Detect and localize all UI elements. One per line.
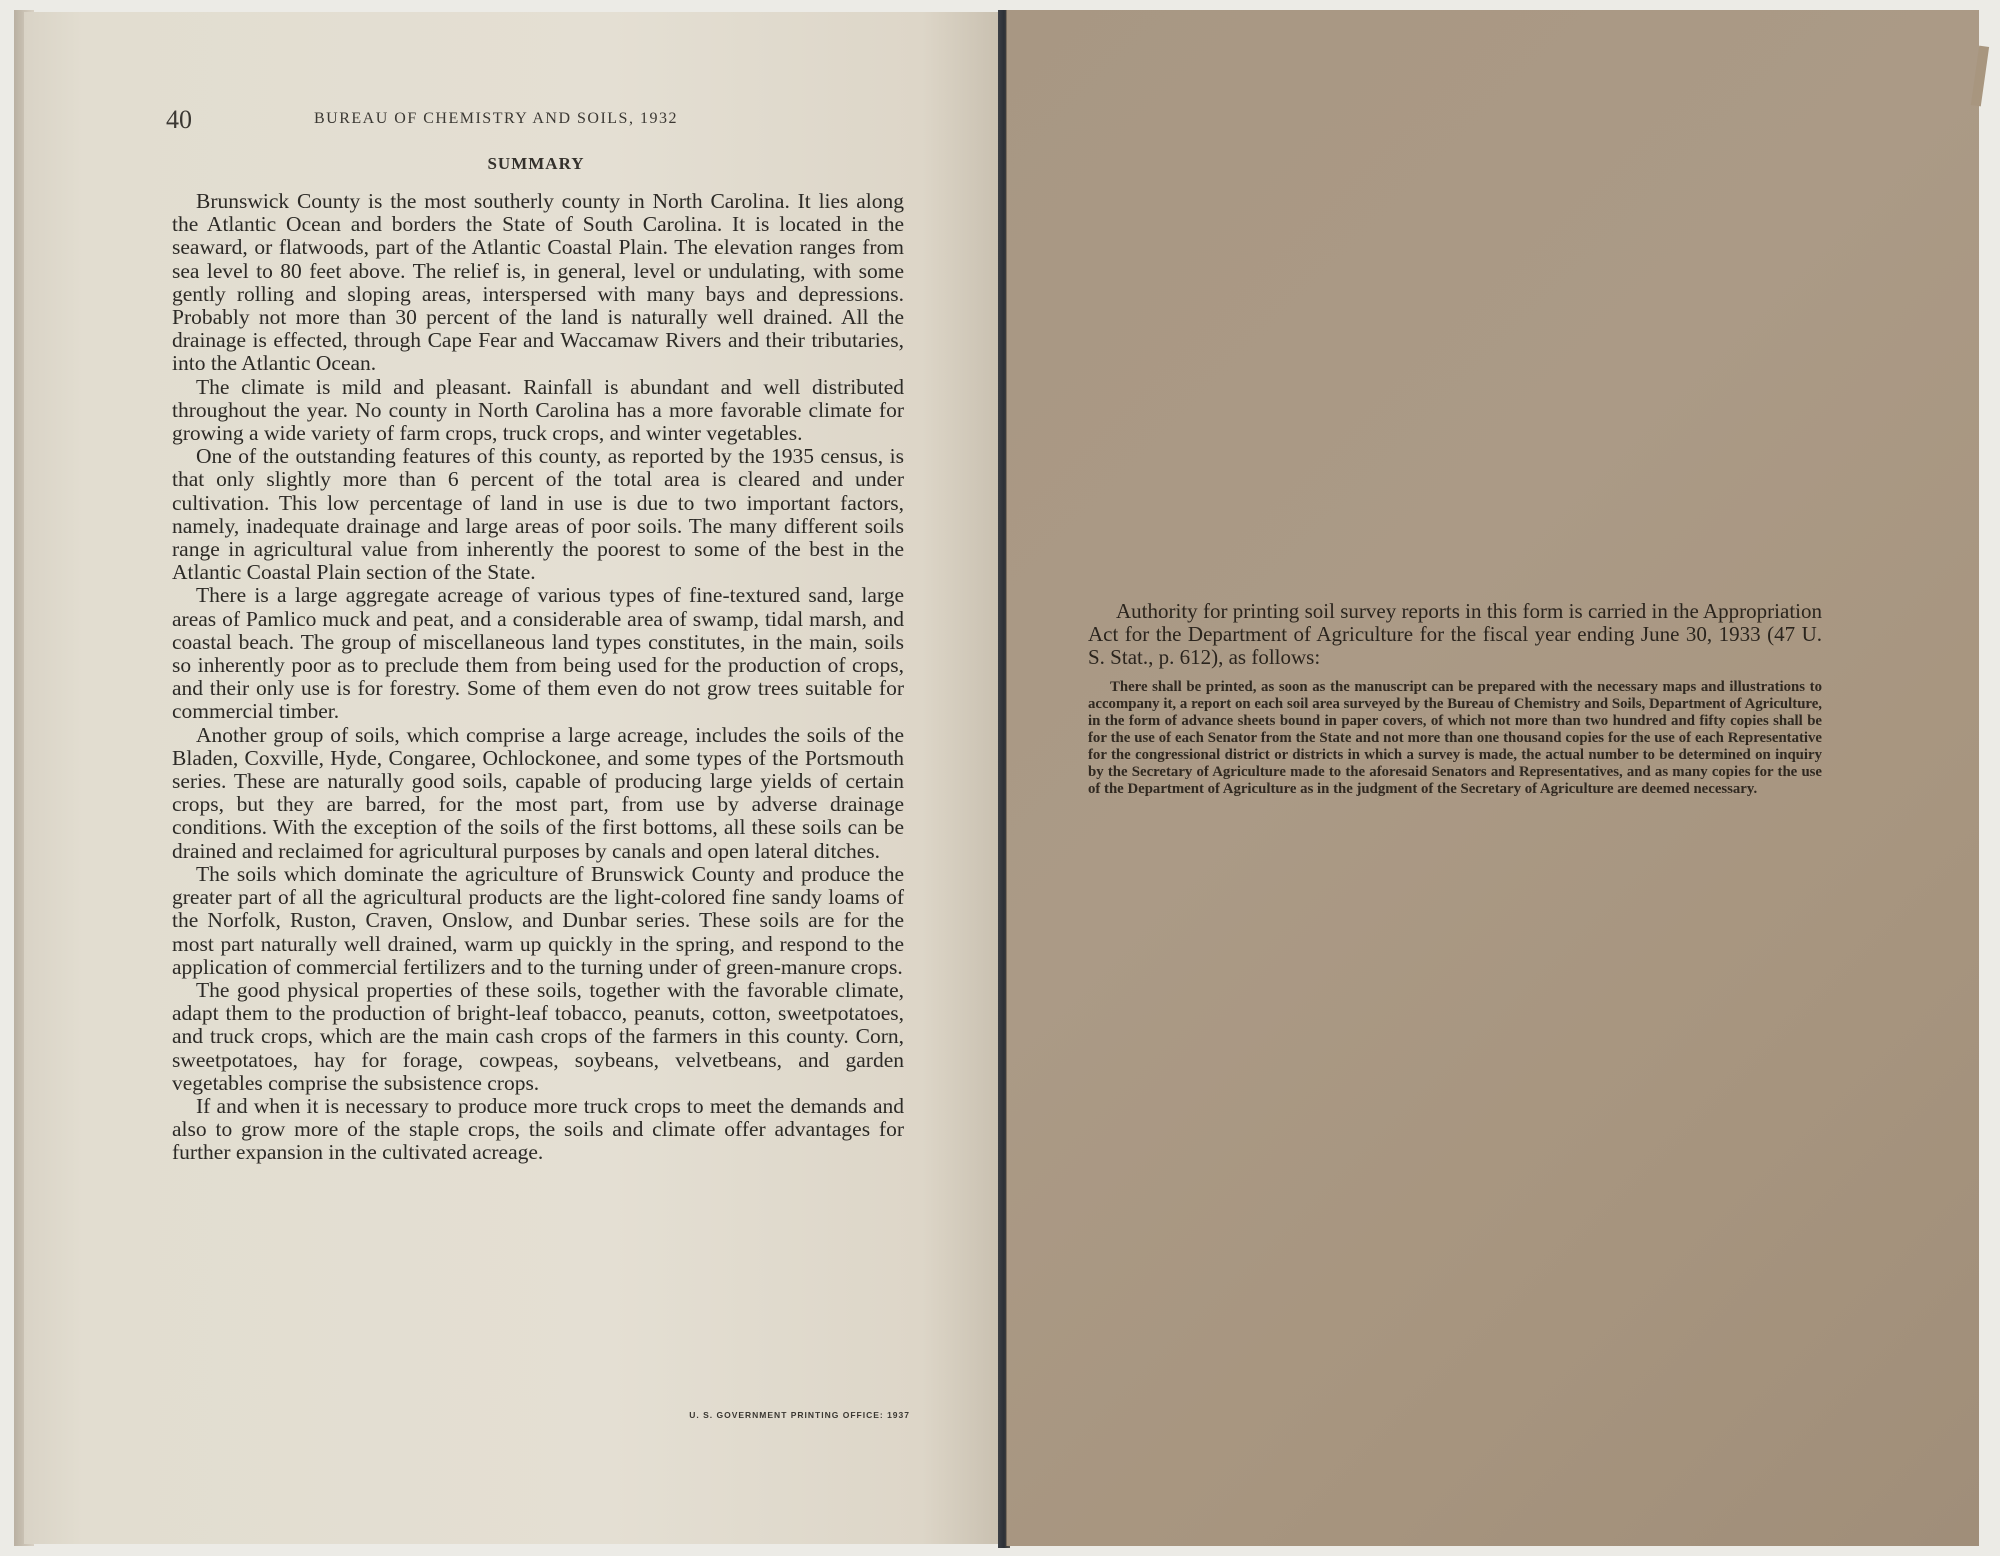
page-header: [166, 105, 766, 141]
summary-paragraph: The good physical properties of these soils, together with the favorable climate, adapt them to the production of bright-leaf tobacco, peanuts, cotton, sweetpotatoes, and truck crops, which are the main cash crops of the farmers in this county. Corn, sweetpotatoes, hay for forage, cowpeas, soybeans, velvetbeans, and garden vegetables comprise the subsistence crops.: [172, 977, 904, 1095]
running-head: BUREAU OF CHEMISTRY AND SOILS, 1932: [314, 110, 678, 127]
summary-body: [172, 190, 904, 1165]
summary-paragraph: There is a large aggregate acreage of various types of fine-textured sand, large areas of Pamlico muck and peat, and a considerable area of swamp, tidal marsh, and coastal beach. The group of miscellaneous land types constitutes, in the main, soils so inherently poor as to preclude them from being used for the production of crops, and their only use is for forestry. Some of them even do not grow trees suitable for commercial timber.: [172, 583, 904, 724]
page-number: 40: [166, 105, 192, 134]
summary-paragraph: Brunswick County is the most southerly county in North Carolina. It lies along the Atlantic Ocean and borders the State of South Carolina. It is located in the seaward, or flatwoods, part of the Atlantic Coastal Plain. The elevation ranges from sea level to 80 feet above. The relief is, in general, level or undulating, with some gently rolling and sloping areas, interspersed with many bays and depressions. Probably not more than 30 percent of the land is naturally well drained. All the drainage is effected, through Cape Fear and Waccamaw Rivers and their tributaries, into the Atlantic Ocean.: [172, 189, 904, 376]
authority-quote: There shall be printed, as soon as the manuscript can be prepared with the necessary maps and illustrations to accompany it, a report on each soil area surveyed by the Bureau of Chemistry and Soils, Department of Agriculture, in the form of advance sheets bound in paper covers, of which not more than two hundred and fifty copies shall be for the use of each Senator from the State and not more than one thousand copies for the use of each Representative for the congressional district or districts in which a survey is made, the actual number to be determined on inquiry by the Secretary of Agriculture made to the aforesaid Senators and Representatives, and as many copies for the use of the Department of Agriculture as in the judgment of the Secretary of Agriculture are deemed necessary.: [1088, 679, 1822, 797]
printer-imprint: U. S. GOVERNMENT PRINTING OFFICE: 1937: [689, 1410, 910, 1420]
summary-paragraph: One of the outstanding features of this county, as reported by the 1935 census, is that only slightly more than 6 percent of the total area is cleared and under cultivation. This low percentage of land in use is due to two important factors, namely, inadequate drainage and large areas of poor soils. The many different soils range in agricultural value from inherently the poorest to some of the best in the Atlantic Coastal Plain section of the State.: [172, 444, 904, 585]
summary-paragraph: The climate is mild and pleasant. Rainfall is abundant and well distributed throughout the year. No county in North Carolina has a more favorable climate for growing a wide variety of farm crops, truck crops, and winter vegetables.: [172, 374, 904, 446]
summary-paragraph: If and when it is necessary to produce more truck crops to meet the demands and also to grow more of the staple crops, the soils and climate offer advantages for further expansion in the cultivated acreage.: [172, 1093, 904, 1165]
authority-notice: [1088, 600, 1822, 798]
authority-lead: Authority for printing soil survey reports in this form is carried in the Appropriation Act for the Department of Agriculture for the fiscal year ending June 30, 1933 (47 U. S. Stat., p. 612), as follows:: [1088, 599, 1822, 669]
summary-paragraph: Another group of soils, which comprise a large acreage, includes the soils of the Bladen, Coxville, Hyde, Congaree, Ochlockonee, and some types of the Portsmouth series. These are naturally good soils, capable of producing large yields of certain crops, but they are barred, for the most part, from use by adverse drainage conditions. With the exception of the soils of the first bottoms, all these soils can be drained and reclaimed for agricultural purposes by canals and open lateral ditches.: [172, 722, 904, 863]
section-title: SUMMARY: [487, 154, 585, 173]
summary-paragraph: The soils which dominate the agriculture of Brunswick County and produce the greater part of all the agricultural products are the light-colored fine sandy loams of the Norfolk, Ruston, Craven, Onslow, and Dunbar series. These soils are for the most part naturally well drained, warm up quickly in the spring, and respond to the application of commercial fertilizers and to the turning under of green-manure crops.: [172, 861, 904, 979]
